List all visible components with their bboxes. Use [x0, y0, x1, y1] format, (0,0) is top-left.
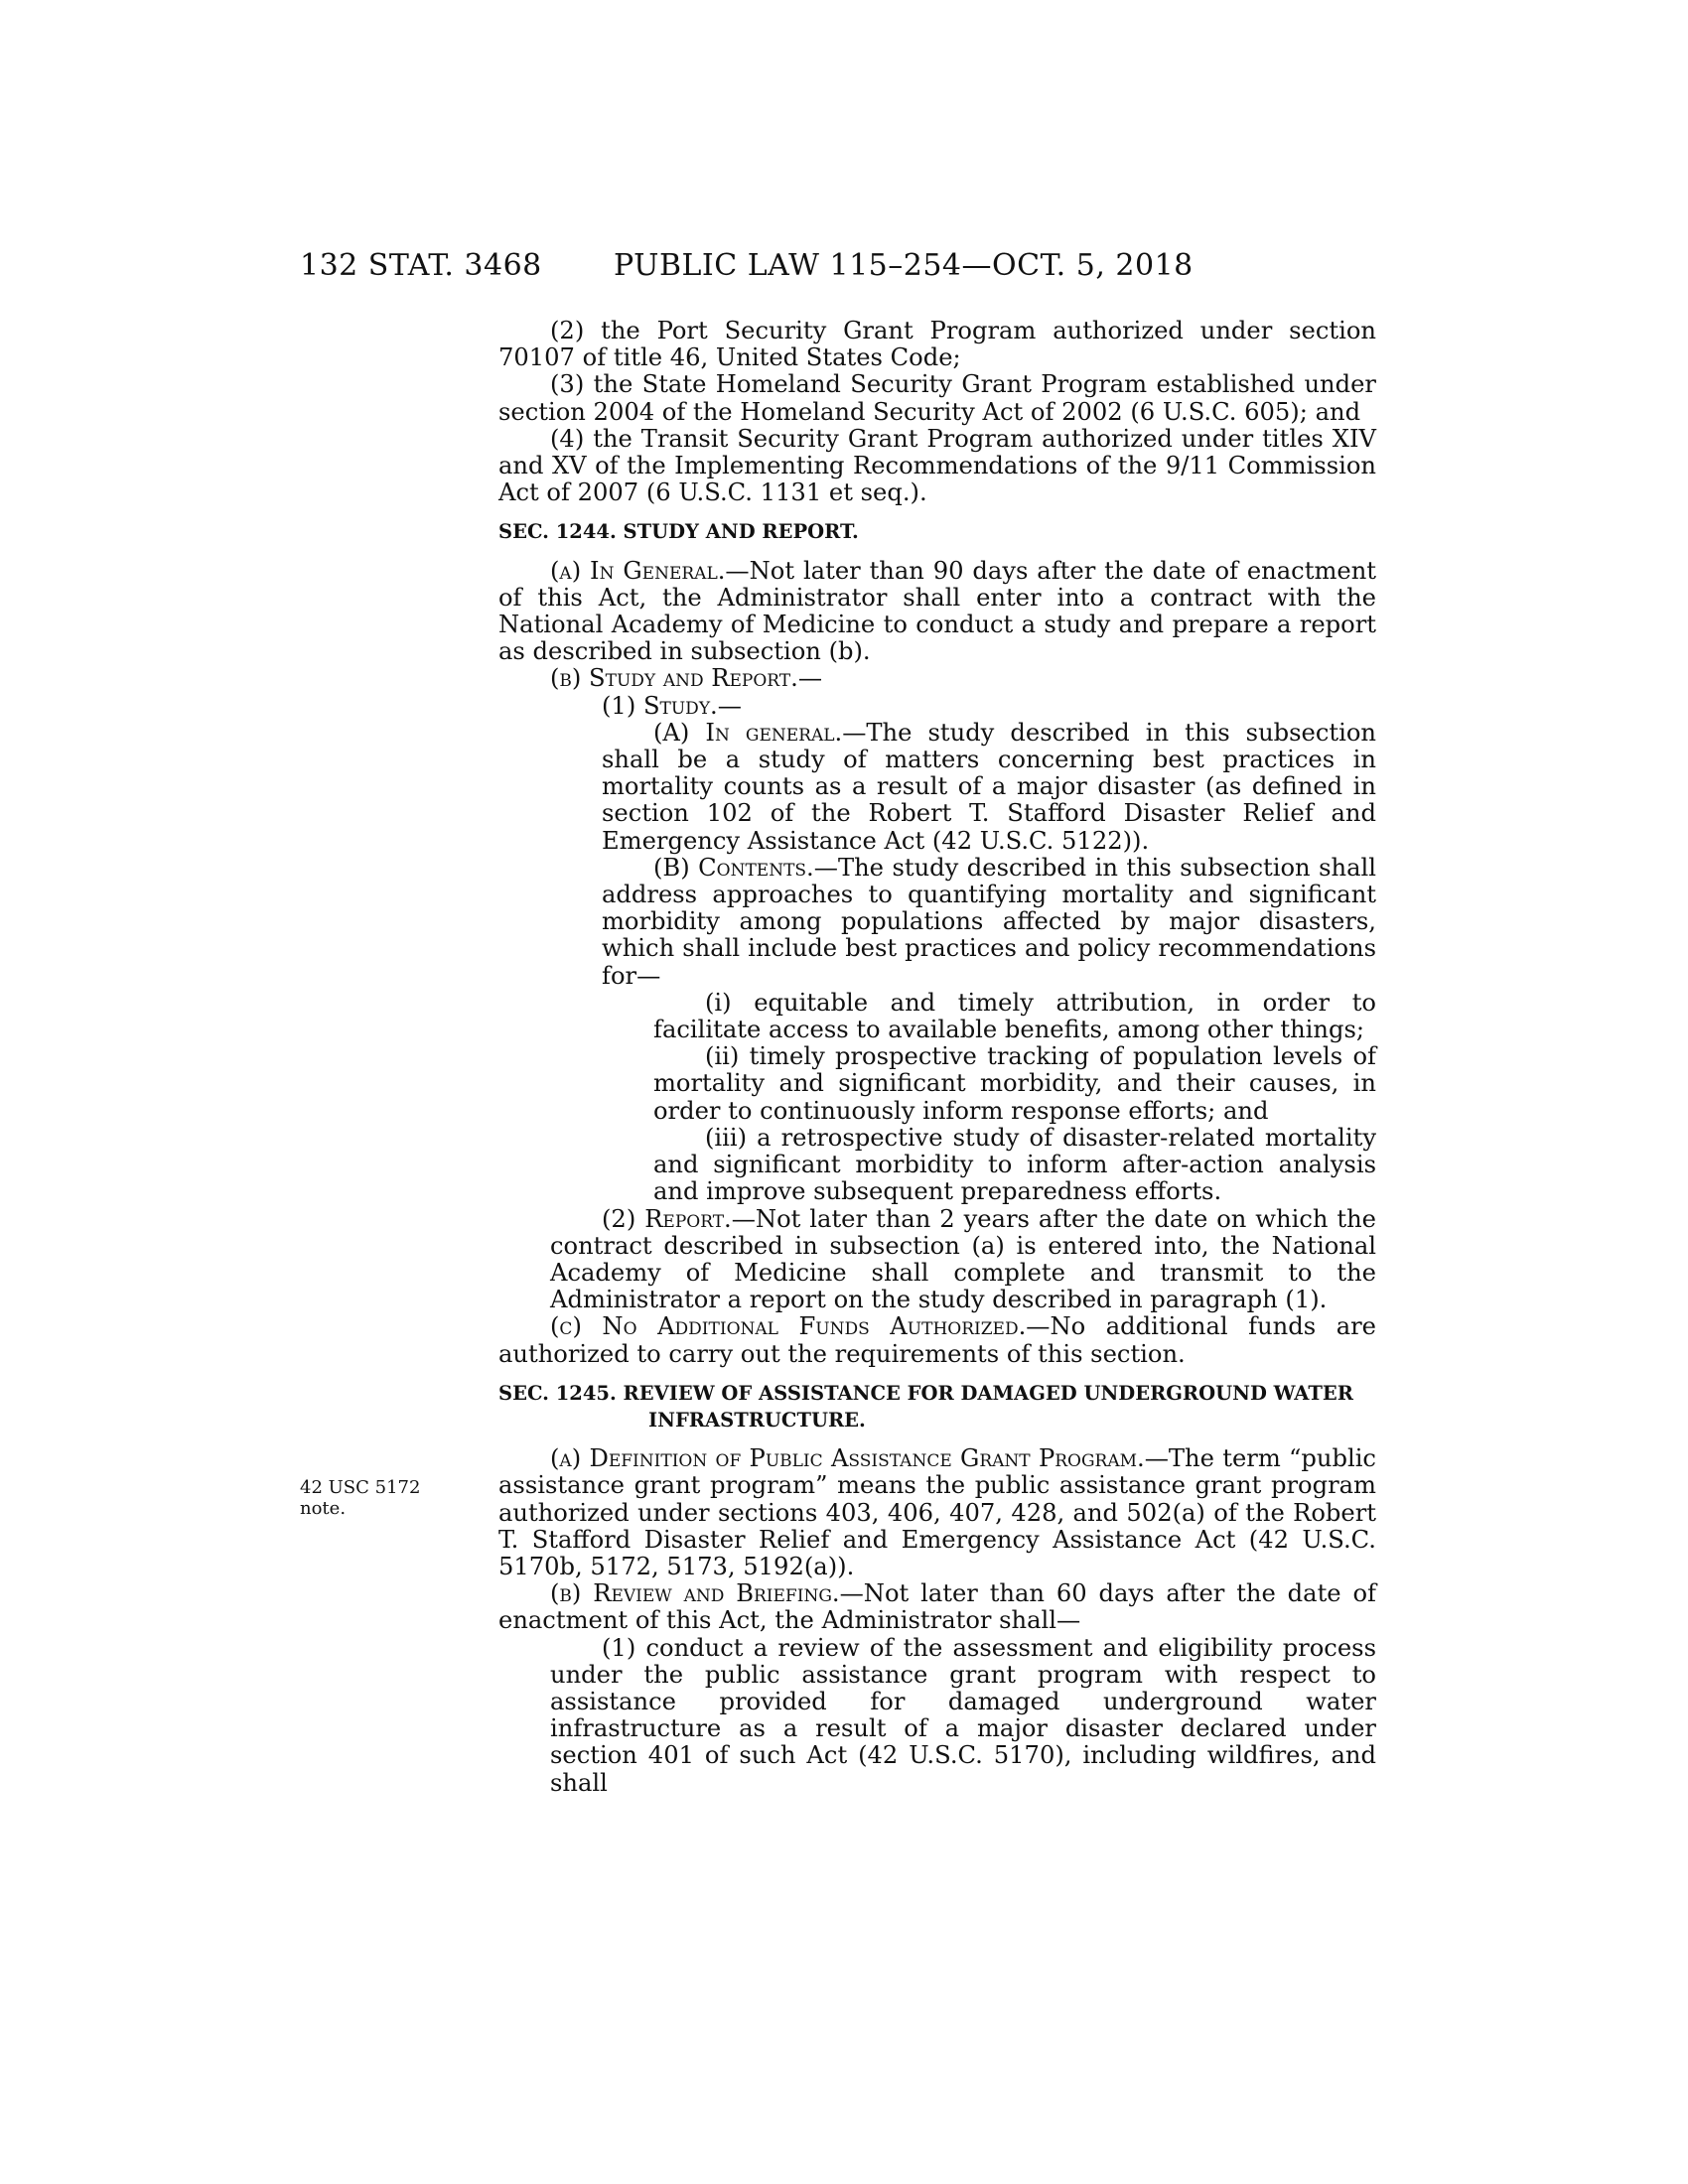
section-1244-b1B-clause-iii: (iii) a retrospective study of disaster-related mortality and significant morbidity to inform after-action analysis and improve subsequent preparedness efforts.	[653, 1123, 1376, 1206]
b1B-text: —The study described in this subsection shall address approaches to quantifying mortality and significant morbidity among populations affected by major disasters, which shall include best practices and policy recommendations for—	[602, 853, 1376, 990]
section-1244-b1B-clause-i: (i) equitable and timely attribution, in order to facilitate access to available benefits, among other things;	[653, 988, 1376, 1044]
section-1245-heading: SEC. 1245. REVIEW OF ASSISTANCE FOR DAMAGED UNDERGROUND WATER INFRASTRUCTURE.	[498, 1381, 1353, 1432]
section-1244-b-paragraph-2	[550, 1206, 1376, 1314]
section-1244-subsection-b	[498, 665, 1376, 692]
section-1245-subsection-b	[498, 1580, 1376, 1634]
b1B-label: (B) Contents.	[653, 853, 814, 882]
b1A-text: —The study described in this subsection shall be a study of matters concerning best practices in mortality counts as a result of a major disaster (as defined in section 102 of the Robert T. Stafford Disaster Relief and Emergency Assistance Act (42 U.S.C. 5122)).	[602, 718, 1376, 855]
b1-label: (1) Study.	[602, 691, 718, 720]
b1A-label: (A) In general.	[653, 718, 843, 747]
subsection-a-text: —Not later than 90 days after the date of enactment of this Act, the Administrator shall enter into a contract with the National Academy of Medicine to conduct a study and prepare a report as described in subsection (b).	[498, 556, 1376, 666]
running-header-title: PUBLIC LAW 115–254—OCT. 5, 2018	[614, 248, 1194, 283]
margin-note-label: note.	[300, 1498, 347, 1519]
margin-note-citation: 42 USC 5172	[300, 1477, 421, 1498]
section-1244-subsection-a	[498, 558, 1376, 666]
section-1244-b1-subparagraph-B	[602, 855, 1376, 990]
section-1244-b-paragraph-1	[550, 693, 1376, 720]
margin-note	[300, 1477, 439, 1519]
subsection-c-label: (c) No Additional Funds Authorized.	[550, 1312, 1027, 1341]
subsection-b-text: —	[797, 664, 823, 693]
b1-text: —	[717, 691, 742, 720]
paragraph-4-transit-security: (4) the Transit Security Grant Program authorized under titles XIV and XV of the Implementing Recommendations of the 9/11 Commission Act of 2007 (6 U.S.C. 1131 et seq.).	[498, 424, 1376, 507]
paragraph-2-port-security: (2) the Port Security Grant Program authorized under section 70107 of title 46, United States Code;	[498, 317, 1376, 372]
b2-label: (2) Report.	[602, 1204, 732, 1233]
body-text	[498, 318, 1376, 1797]
s1245-a-text: —The term “public assistance grant program” means the public assistance grant program authorized under sections 403, 406, 407, 428, and 502(a) of the Robert T. Stafford Disaster Relief and Emergency Assistance Act (42 U.S.C. 5170b, 5172, 5173, 5192(a)).	[498, 1444, 1376, 1580]
subsection-a-label: (a) In General.	[550, 556, 726, 585]
s1245-a-label: (a) Definition of Public Assistance Grant Program.	[550, 1444, 1145, 1473]
section-1244-heading: SEC. 1244. STUDY AND REPORT.	[498, 520, 859, 544]
paragraph-3-state-homeland: (3) the State Homeland Security Grant Program established under section 2004 of the Homeland Security Act of 2002 (6 U.S.C. 605); and	[498, 370, 1376, 426]
subsection-c-text: —No additional funds are authorized to carry out the requirements of this section.	[498, 1312, 1376, 1368]
section-1245-b-paragraph-1: (1) conduct a review of the assessment and eligibility process under the public assistance grant program with respect to assistance provided for damaged underground water infrastructure as a result of a major disaster declared under section 401 of such Act (42 U.S.C. 5170), including wildfires, and shall	[550, 1633, 1376, 1797]
subsection-b-label: (b) Study and Report.	[550, 664, 798, 693]
statute-page-number: 132 STAT. 3468	[300, 248, 542, 283]
section-1244-b1-subparagraph-A	[602, 720, 1376, 855]
s1245-b-text: —Not later than 60 days after the date of enactment of this Act, the Administrator shall—	[498, 1579, 1376, 1635]
section-1244-b1B-clause-ii: (ii) timely prospective tracking of population levels of mortality and significant morbidity, and their causes, in order to continuously inform response efforts; and	[653, 1042, 1376, 1125]
b2-text: —Not later than 2 years after the date on which the contract described in subsection (a) is entered into, the National Academy of Medicine shall complete and transmit to the Administrator a report on the study described in paragraph (1).	[550, 1204, 1376, 1314]
section-1245-subsection-a	[498, 1445, 1376, 1580]
s1245-b-label: (b) Review and Briefing.	[550, 1579, 840, 1608]
section-1244-subsection-c	[498, 1313, 1376, 1367]
